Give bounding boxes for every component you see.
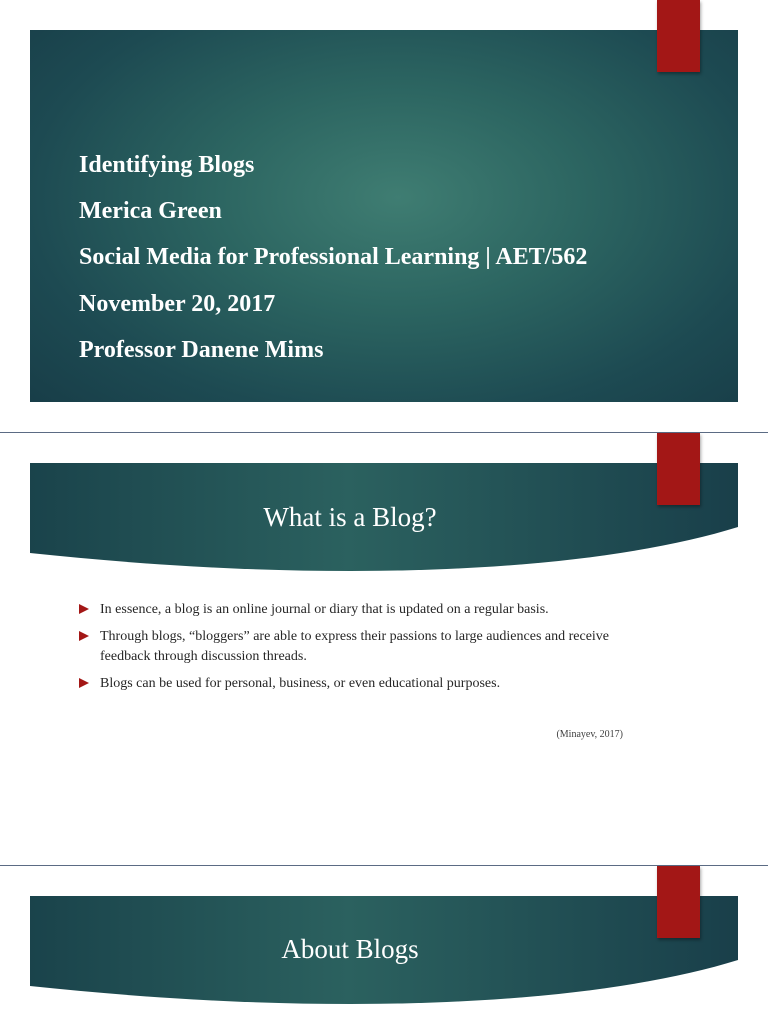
bullet-text: In essence, a blog is an online journal or diary that is updated on a regular basis. [100, 602, 549, 617]
slide-heading: What is a Blog? [263, 502, 437, 532]
author-name: Merica Green [79, 198, 222, 225]
bullet-text: Blogs can be used for personal, business, or even educational purposes. [100, 676, 501, 691]
triangle-bullet-icon [79, 631, 89, 641]
title-block [79, 142, 587, 373]
slide-title [0, 0, 768, 432]
triangle-bullet-icon [79, 604, 89, 614]
citation: (Minayev, 2017) [556, 729, 623, 740]
professor-name: Professor Danene Mims [79, 336, 324, 363]
bookmark-ribbon [657, 433, 700, 505]
slide-about-blogs [0, 866, 768, 1024]
bullet-item [79, 627, 639, 667]
presentation-title: Identifying Blogs [79, 152, 255, 178]
bullet-item [79, 674, 639, 694]
bullet-list [79, 600, 639, 701]
bookmark-ribbon [657, 0, 700, 72]
course-name: Social Media for Professional Learning | AET/562 [79, 244, 588, 271]
slide-heading: About Blogs [281, 934, 419, 964]
bullet-text: Through blogs, “bloggers” are able to express their passions to large audiences and receive feedback through discussion threads. [100, 629, 610, 664]
triangle-bullet-icon [79, 678, 89, 688]
presentation-date: November 20, 2017 [79, 290, 276, 317]
bullet-item [79, 600, 639, 620]
slide-what-is-a-blog [0, 433, 768, 865]
bookmark-ribbon [657, 866, 700, 938]
